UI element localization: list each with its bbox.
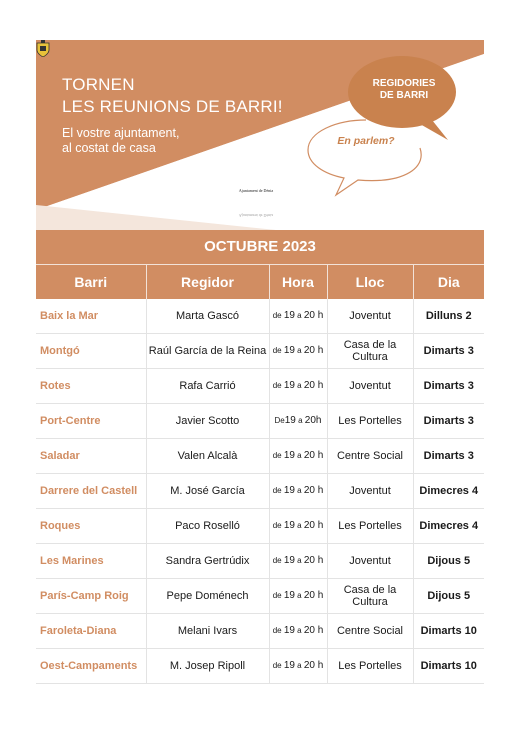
dia-cell: Dijous 5 <box>413 579 484 614</box>
column-header-dia: Dia <box>413 265 484 300</box>
headline-line-1: TORNEN <box>62 75 135 94</box>
town-crest-icon <box>36 40 50 57</box>
bubble-line-2: DE BARRI <box>379 90 429 101</box>
hora-part: 20 h <box>303 380 324 391</box>
hora-cell <box>269 404 327 439</box>
column-header-barri: Barri <box>36 265 146 300</box>
hora-cell <box>269 614 327 649</box>
hora-part: 20 h <box>303 345 324 356</box>
column-header-hora: Hora <box>269 265 327 300</box>
hora-part: de <box>272 556 284 565</box>
dia-cell: Dijous 5 <box>413 544 484 579</box>
lloc-cell: Les Portelles <box>327 509 413 544</box>
meetings-table <box>36 264 484 684</box>
hora-part: de <box>272 626 284 635</box>
regidor-cell: M. Josep Ripoll <box>146 649 269 684</box>
hora-part: 20h <box>304 415 322 426</box>
header-banner <box>36 40 484 230</box>
hora-part: a <box>294 311 304 320</box>
dia-cell: Dimarts 3 <box>413 439 484 474</box>
hora-part: a <box>294 451 304 460</box>
regidor-cell: Melani Ivars <box>146 614 269 649</box>
hora-part: a <box>294 591 304 600</box>
poster <box>36 40 484 695</box>
barri-cell: Saladar <box>36 439 146 474</box>
table-row <box>36 544 484 579</box>
subheadline <box>62 126 179 156</box>
hora-cell <box>269 474 327 509</box>
barri-cell: Port-Centre <box>36 404 146 439</box>
regidor-cell: Valen Alcalà <box>146 439 269 474</box>
hora-cell <box>269 439 327 474</box>
hora-cell <box>269 544 327 579</box>
hora-part: de <box>272 311 284 320</box>
barri-cell: Les Marines <box>36 544 146 579</box>
table-row <box>36 509 484 544</box>
hora-part: 19 <box>283 450 295 461</box>
town-hall-label: Ajuntament de Dénia <box>238 188 274 193</box>
hora-part: de <box>272 521 284 530</box>
hora-part: 20 h <box>303 485 324 496</box>
hora-part: 19 <box>283 520 295 531</box>
dia-cell: Dimecres 4 <box>413 509 484 544</box>
headline <box>62 74 283 118</box>
hora-part: a <box>294 486 304 495</box>
regidor-cell: Rafa Carrió <box>146 369 269 404</box>
hora-part: a <box>294 381 304 390</box>
hora-part: 19 <box>283 345 295 356</box>
subheadline-line-2: al costat de casa <box>62 141 156 155</box>
hora-part: a <box>295 416 305 425</box>
hora-part: 20 h <box>303 450 324 461</box>
table-row <box>36 474 484 509</box>
table-row <box>36 369 484 404</box>
hora-cell <box>269 334 327 369</box>
hora-part: 19 <box>284 415 296 426</box>
dia-cell: Dimarts 10 <box>413 614 484 649</box>
hora-cell <box>269 649 327 684</box>
lloc-cell: Joventut <box>327 544 413 579</box>
lloc-cell: Joventut <box>327 299 413 334</box>
headline-line-2: LES REUNIONS DE BARRI! <box>62 97 283 116</box>
table-header-row <box>36 265 484 300</box>
dia-cell: Dimarts 3 <box>413 334 484 369</box>
barri-cell: Oest-Campaments <box>36 649 146 684</box>
subheadline-line-1: El vostre ajuntament, <box>62 126 180 140</box>
hora-part: 20 h <box>303 590 324 601</box>
barri-cell: Faroleta-Diana <box>36 614 146 649</box>
regidor-cell: Raúl García de la Reina <box>146 334 269 369</box>
hora-part: a <box>294 556 304 565</box>
lloc-cell: Casa de la Cultura <box>327 579 413 614</box>
regidor-cell: Pepe Doménech <box>146 579 269 614</box>
table-row <box>36 299 484 334</box>
hora-part: a <box>294 626 304 635</box>
hora-part: 19 <box>283 380 295 391</box>
regidor-cell: Marta Gascó <box>146 299 269 334</box>
hora-part: de <box>272 346 284 355</box>
hora-part: 20 h <box>303 520 324 531</box>
hora-part: 19 <box>283 590 295 601</box>
barri-cell: Montgó <box>36 334 146 369</box>
hora-cell <box>269 579 327 614</box>
month-header: OCTUBRE 2023 <box>36 230 484 264</box>
barri-cell: Baix la Mar <box>36 299 146 334</box>
table-row <box>36 404 484 439</box>
town-hall-label-reflection: Ajuntament de Dénia <box>238 213 274 218</box>
hora-part: a <box>294 521 304 530</box>
table-row <box>36 614 484 649</box>
column-header-lloc: Lloc <box>327 265 413 300</box>
regidor-cell: Paco Roselló <box>146 509 269 544</box>
hora-part: 19 <box>283 485 295 496</box>
hora-cell <box>269 299 327 334</box>
barri-cell: Rotes <box>36 369 146 404</box>
hora-part: de <box>272 591 284 600</box>
en-parlem-text: En parlem? <box>337 135 395 147</box>
table-row <box>36 334 484 369</box>
hora-part: 19 <box>283 625 295 636</box>
regidor-cell: M. José García <box>146 474 269 509</box>
hora-part: de <box>272 486 284 495</box>
column-header-regidor: Regidor <box>146 265 269 300</box>
lloc-cell: Centre Social <box>327 439 413 474</box>
hora-part: 19 <box>283 660 295 671</box>
dia-cell: Dimarts 10 <box>413 649 484 684</box>
barri-cell: Darrere del Castell <box>36 474 146 509</box>
dia-cell: Dimarts 3 <box>413 369 484 404</box>
hora-part: de <box>272 451 284 460</box>
hora-part: 20 h <box>303 625 324 636</box>
hora-part: a <box>294 346 304 355</box>
lloc-cell: Joventut <box>327 369 413 404</box>
hora-part: 19 <box>283 310 295 321</box>
hora-part: 20 h <box>303 310 324 321</box>
lloc-cell: Casa de la Cultura <box>327 334 413 369</box>
hora-part: a <box>294 661 304 670</box>
barri-cell: París-Camp Roig <box>36 579 146 614</box>
regidor-cell: Sandra Gertrúdix <box>146 544 269 579</box>
hora-cell <box>269 509 327 544</box>
table-row <box>36 649 484 684</box>
table-row <box>36 579 484 614</box>
hora-cell <box>269 369 327 404</box>
lloc-cell: Centre Social <box>327 614 413 649</box>
lloc-cell: Les Portelles <box>327 404 413 439</box>
hora-part: 20 h <box>303 555 324 566</box>
hora-part: De <box>274 416 285 425</box>
barri-cell: Roques <box>36 509 146 544</box>
hora-part: de <box>272 381 284 390</box>
dia-cell: Dimecres 4 <box>413 474 484 509</box>
hora-part: de <box>272 661 284 670</box>
hora-part: 19 <box>283 555 295 566</box>
lloc-cell: Joventut <box>327 474 413 509</box>
regidor-cell: Javier Scotto <box>146 404 269 439</box>
table-row <box>36 439 484 474</box>
dia-cell: Dilluns 2 <box>413 299 484 334</box>
hora-part: 20 h <box>303 660 324 671</box>
regidories-bubble-text <box>354 78 454 102</box>
lloc-cell: Les Portelles <box>327 649 413 684</box>
bubble-line-1: REGIDORIES <box>372 78 436 89</box>
dia-cell: Dimarts 3 <box>413 404 484 439</box>
